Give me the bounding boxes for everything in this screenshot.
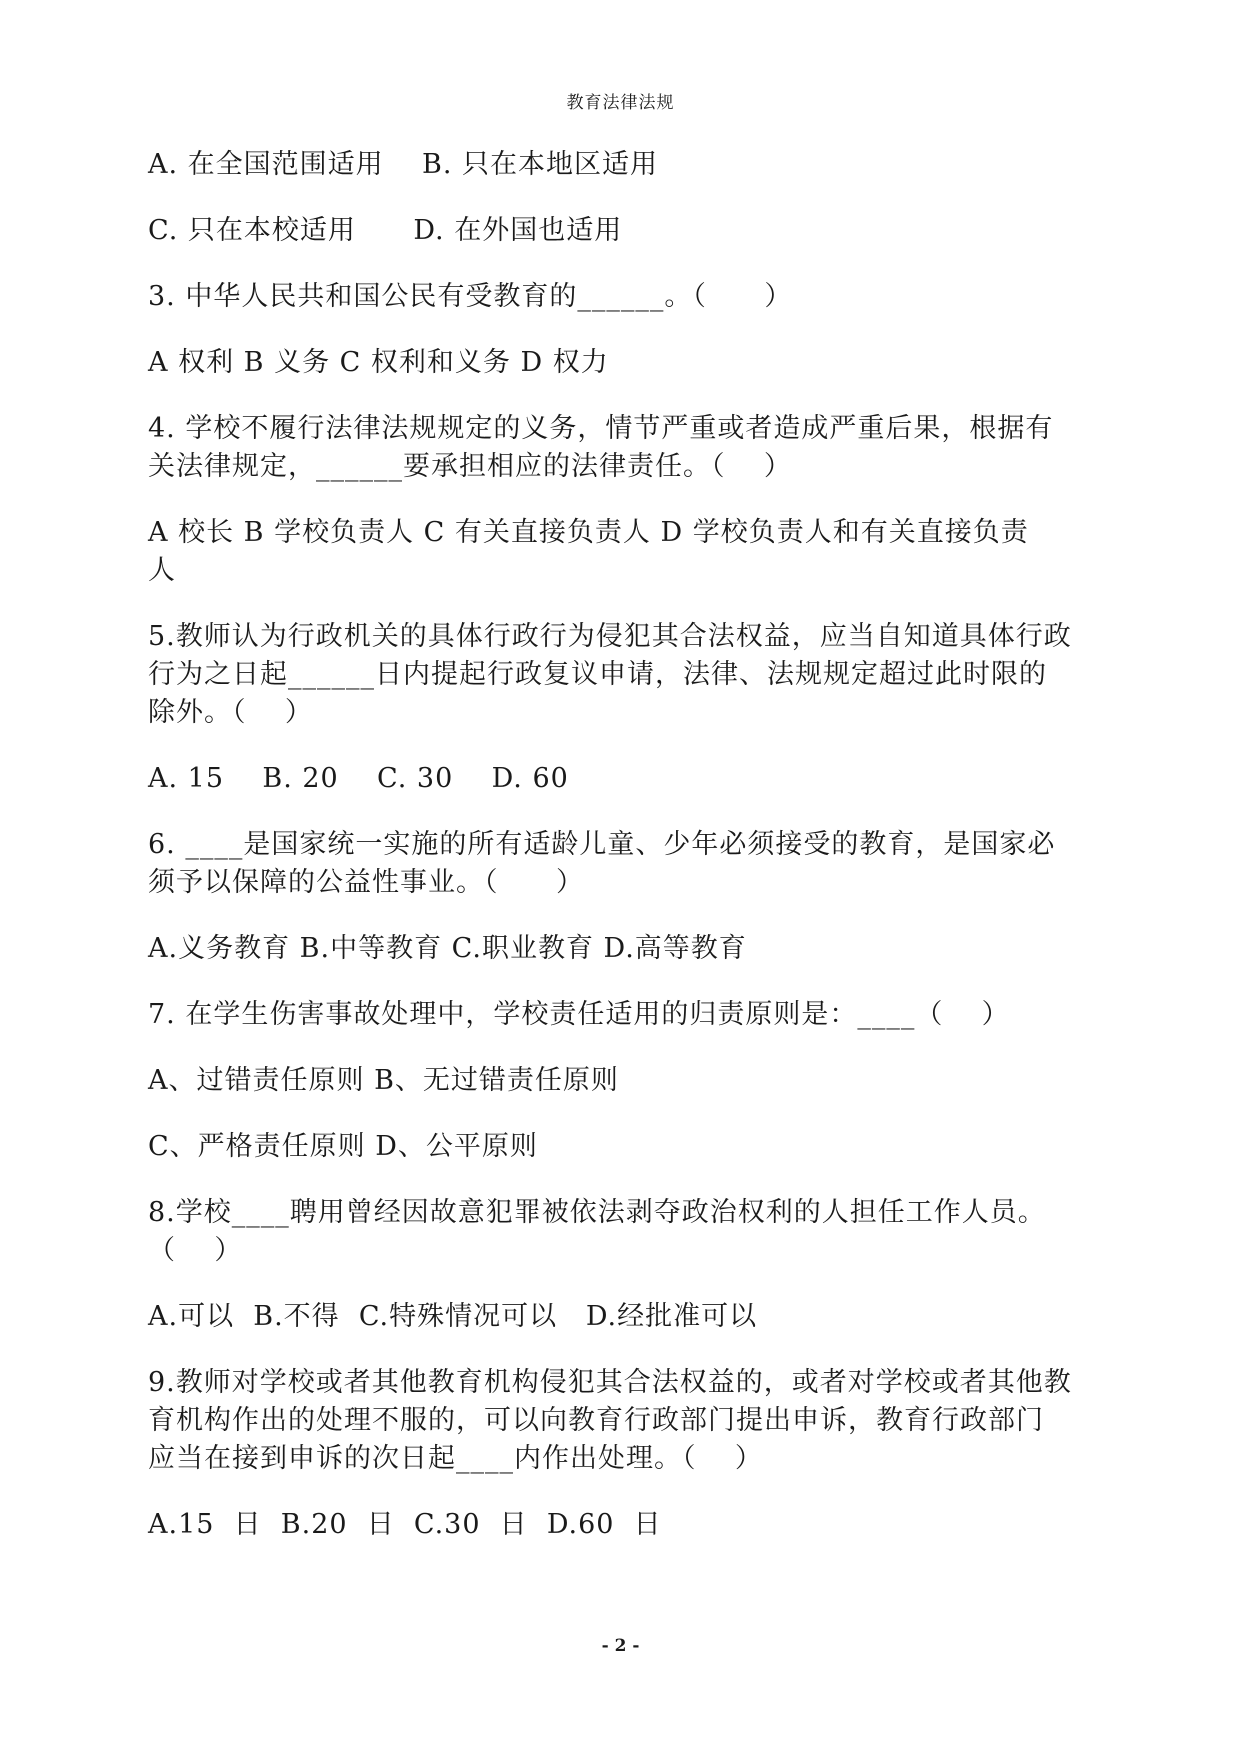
question-text <box>148 1364 1103 1478</box>
answer-options <box>148 1298 1103 1336</box>
text-line: A.15 日 B.20 日 C.30 日 D.60 日 <box>148 1509 662 1540</box>
page-number: - 2 - <box>601 1636 640 1656</box>
answer-options <box>148 1128 1103 1166</box>
text-line: A、过错责任原则 B、无过错责任原则 <box>148 1065 619 1096</box>
text-line: C、严格责任原则 D、公平原则 <box>148 1131 538 1162</box>
question-text <box>148 1194 1103 1270</box>
question-text <box>148 826 1103 902</box>
answer-options <box>148 760 1103 798</box>
answer-options <box>148 1062 1103 1100</box>
text-line: 关法律规定，______要承担相应的法律责任。（ ） <box>148 451 792 482</box>
question-text <box>148 618 1103 732</box>
text-line: 9.教师对学校或者其他教育机构侵犯其合法权益的，或者对学校或者其他教 <box>148 1367 1072 1398</box>
text-line: 7. 在学生伤害事故处理中，学校责任适用的归责原则是：____（ ） <box>148 999 1010 1030</box>
answer-options <box>148 146 1103 184</box>
question-text <box>148 278 1103 316</box>
text-line: A. 15 B. 20 C. 30 D. 60 <box>148 763 569 794</box>
text-line: A. 在全国范围适用 B. 只在本地区适用 <box>148 149 658 180</box>
text-line: C. 只在本校适用 D. 在外国也适用 <box>148 215 623 246</box>
answer-options <box>148 212 1103 250</box>
text-line: 5.教师认为行政机关的具体行政行为侵犯其合法权益，应当自知道具体行政 <box>148 621 1072 652</box>
text-line: 4. 学校不履行法律法规规定的义务，情节严重或者造成严重后果，根据有 <box>148 413 1054 444</box>
text-line: 3. 中华人民共和国公民有受教育的______。（ ） <box>148 281 793 312</box>
text-line: 人 <box>148 555 176 586</box>
answer-options <box>148 514 1103 590</box>
text-line: A.可以 B.不得 C.特殊情况可以 D.经批准可以 <box>148 1301 758 1332</box>
text-line: 行为之日起______日内提起行政复议申请，法律、法规规定超过此时限的 <box>148 659 1047 690</box>
page-header: 教育法律法规 <box>566 93 675 113</box>
question-text <box>148 996 1103 1034</box>
answer-options <box>148 344 1103 382</box>
answer-options <box>148 930 1103 968</box>
text-line: 6. ____是国家统一实施的所有适龄儿童、少年必须接受的教育，是国家必 <box>148 829 1056 860</box>
text-line: A.义务教育 B.中等教育 C.职业教育 D.高等教育 <box>148 933 747 964</box>
answer-options <box>148 1506 1103 1544</box>
text-line: 8.学校____聘用曾经因故意犯罪被依法剥夺政治权利的人担任工作人员。 <box>148 1197 1046 1228</box>
text-line: 须予以保障的公益性事业。（ ） <box>148 867 584 898</box>
text-line: 育机构作出的处理不服的，可以向教育行政部门提出申诉，教育行政部门 <box>148 1405 1044 1436</box>
text-line: 除外。（ ） <box>148 697 313 728</box>
text-line: A 校长 B 学校负责人 C 有关直接负责人 D 学校负责人和有关直接负责 <box>148 517 1029 548</box>
text-line: 应当在接到申诉的次日起____内作出处理。（ ） <box>148 1443 763 1474</box>
text-line: （ ） <box>148 1235 243 1266</box>
question-text <box>148 410 1103 486</box>
text-line: A 权利 B 义务 C 权利和义务 D 权力 <box>148 347 609 378</box>
document-body <box>148 146 1103 1572</box>
